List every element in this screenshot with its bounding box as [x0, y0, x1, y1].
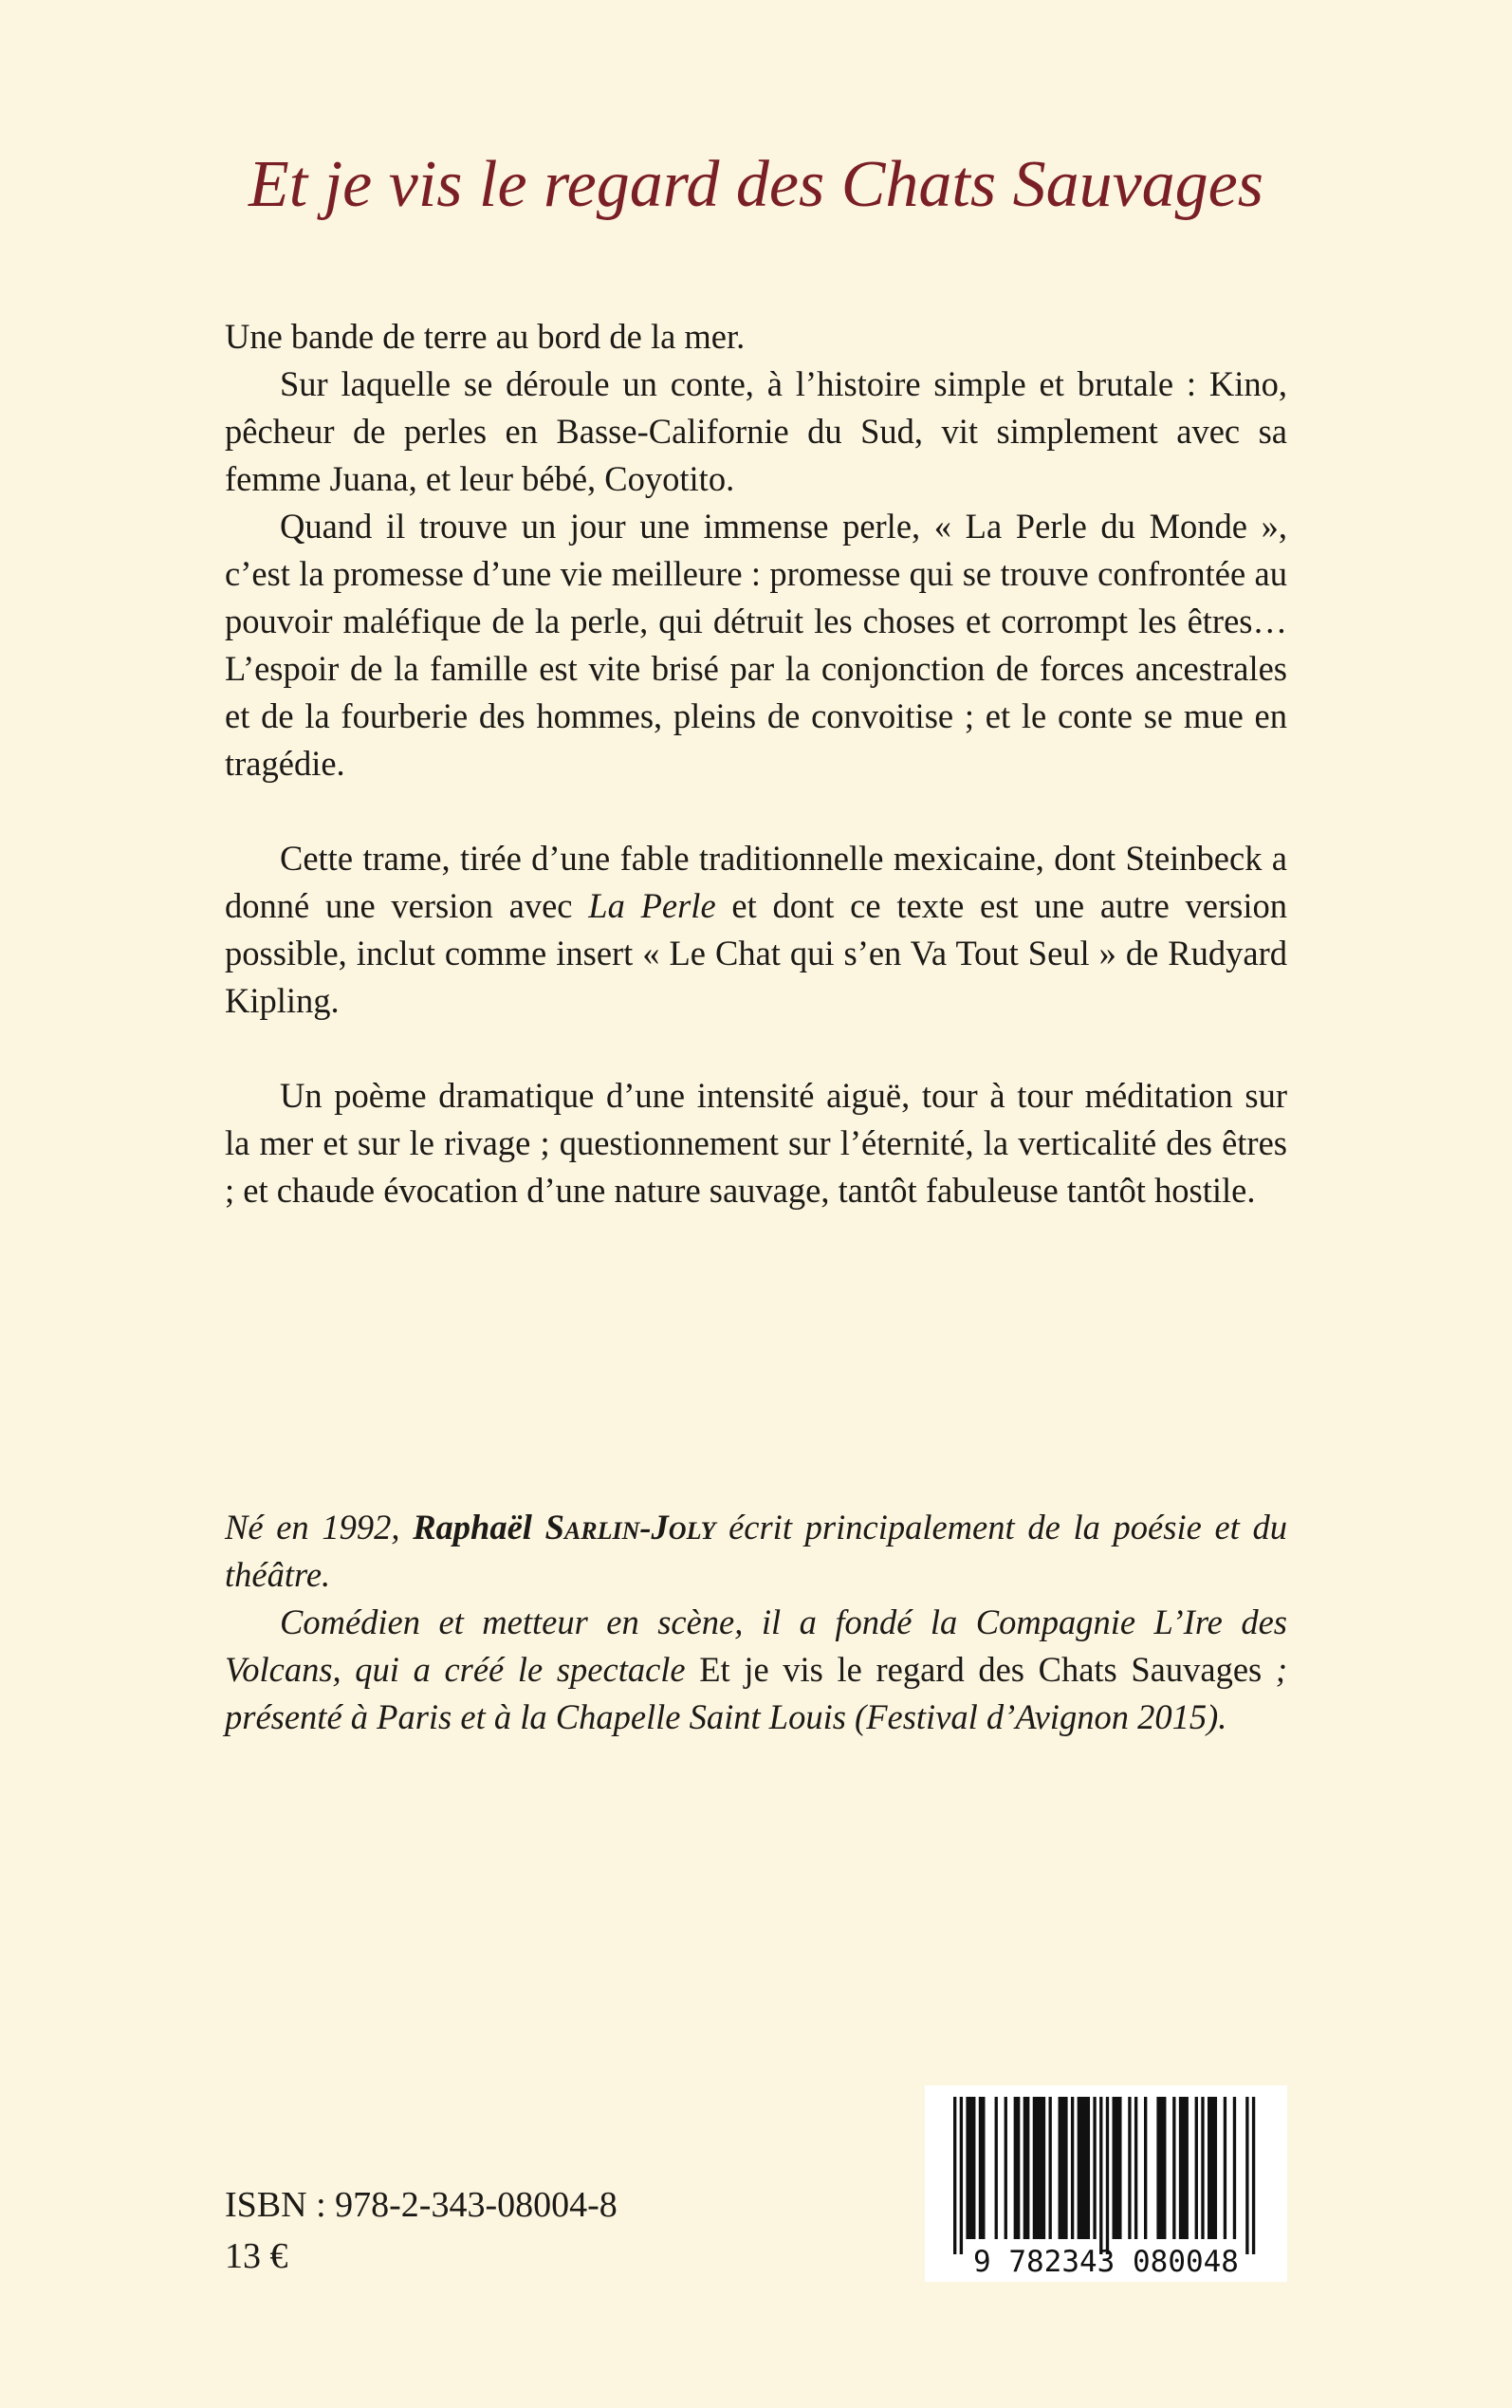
barcode-image: [925, 2085, 1287, 2282]
barcode-bar: [1208, 2097, 1217, 2239]
summary-section: [225, 313, 1287, 1214]
author-bio-section: [225, 1504, 1287, 1741]
price-text: 13 €: [225, 2236, 288, 2276]
bio-paragraph: [225, 1599, 1287, 1741]
barcode-bar: [1252, 2097, 1255, 2254]
barcode-bar: [1078, 2097, 1090, 2239]
show-title: Et je vis le regard des Chats Sauvages: [699, 1650, 1263, 1689]
author-last-name: Sarlin-Joly: [544, 1508, 716, 1547]
barcode-bar: [995, 2097, 998, 2239]
barcode-bar: [966, 2097, 975, 2239]
barcode-bar: [1113, 2097, 1122, 2239]
barcode-bar: [1059, 2097, 1068, 2239]
barcode-bar: [1128, 2097, 1131, 2239]
barcode-bar: [1134, 2097, 1137, 2239]
barcode-bar: [1144, 2097, 1147, 2239]
bio-text: Né en 1992,: [225, 1508, 414, 1547]
barcode-digits: 9 782343 080048: [973, 2245, 1239, 2279]
barcode-bar: [1195, 2097, 1198, 2239]
barcode-bar: [960, 2097, 963, 2254]
barcode-bar: [1224, 2097, 1226, 2239]
barcode-bar: [979, 2097, 986, 2239]
barcode-bar: [1099, 2097, 1102, 2254]
barcode-bar: [1106, 2097, 1109, 2254]
barcode-bar: [1179, 2097, 1189, 2239]
summary-paragraph: Une bande de terre au bord de la mer.: [225, 317, 746, 356]
barcode-bar: [1156, 2097, 1166, 2239]
summary-paragraph: Quand il trouve un jour une immense perle, « La Perle du Monde », c’est la promesse d’une vie meilleure : promesse qui se trouve confrontée au pouvoir maléfique de la perle, qui détruit les choses et corrompt les êtres… L’espoir de la famille est vite brisé par la conjonction de forces ancestrales et de la fourberie des hommes, pleins de convoitise ; et le conte se mue en tragédie.: [225, 507, 1287, 783]
author-name: [413, 1508, 715, 1547]
book-title: Et je vis le regard des Chats Sauvages: [249, 148, 1263, 221]
barcode: [925, 2085, 1287, 2282]
bio-text: Comédien et metteur en scène, il a fondé la Compagnie L’Ire des Volcans, qui a créé le spectacle: [225, 1602, 1287, 1689]
barcode-bar: [1005, 2097, 1007, 2239]
barcode-bar: [1233, 2097, 1236, 2239]
barcode-bar: [953, 2097, 956, 2254]
barcode-bar: [1245, 2097, 1248, 2254]
summary-text: et dont ce texte est une autre version possible, inclut comme insert « Le Chat qui s’en Va Tout Seul » de Rudyard Kipling.: [225, 886, 1287, 1020]
barcode-bars: [953, 2097, 1255, 2254]
bio-paragraph: [225, 1504, 1287, 1599]
author-first-name: Raphaël: [413, 1508, 545, 1547]
barcode-bar: [1201, 2097, 1204, 2239]
barcode-bar: [1023, 2097, 1030, 2239]
summary-paragraph: Sur laquelle se déroule un conte, à l’histoire simple et brutale : Kino, pêcheur de perles en Basse-Californie du Sud, vit simplement avec sa femme Juana, et leur bébé, Coyotito.: [225, 364, 1287, 498]
isbn-price-block: [225, 2179, 618, 2282]
barcode-bar: [1093, 2097, 1096, 2239]
summary-paragraph: Un poème dramatique d’une intensité aiguë, tour à tour méditation sur la mer et sur le rivage ; questionnement sur l’éternité, la verticalité des êtres ; et chaude évocation d’une nature sauvage, tantôt fabuleuse tantôt hostile.: [225, 1076, 1287, 1210]
barcode-bar: [1071, 2097, 1074, 2239]
barcode-bar: [1014, 2097, 1021, 2239]
barcode-bar: [1049, 2097, 1052, 2239]
bio-text: ; présenté à Paris et à la Chapelle Saint Louis (Festival d’Avignon 2015).: [225, 1650, 1288, 1736]
barcode-bar: [1033, 2097, 1045, 2239]
barcode-bar: [1172, 2097, 1175, 2239]
summary-paragraph: [225, 835, 1287, 1025]
isbn-text: ISBN : 978-2-343-08004-8: [225, 2185, 618, 2225]
bio-text: écrit principalement de la poésie et du théâtre.: [225, 1508, 1288, 1594]
summary-text: Cette trame, tirée d’une fable traditionnelle mexicaine, dont Steinbeck a donné une version avec: [225, 839, 1287, 925]
work-title-italic: La Perle: [588, 886, 716, 925]
